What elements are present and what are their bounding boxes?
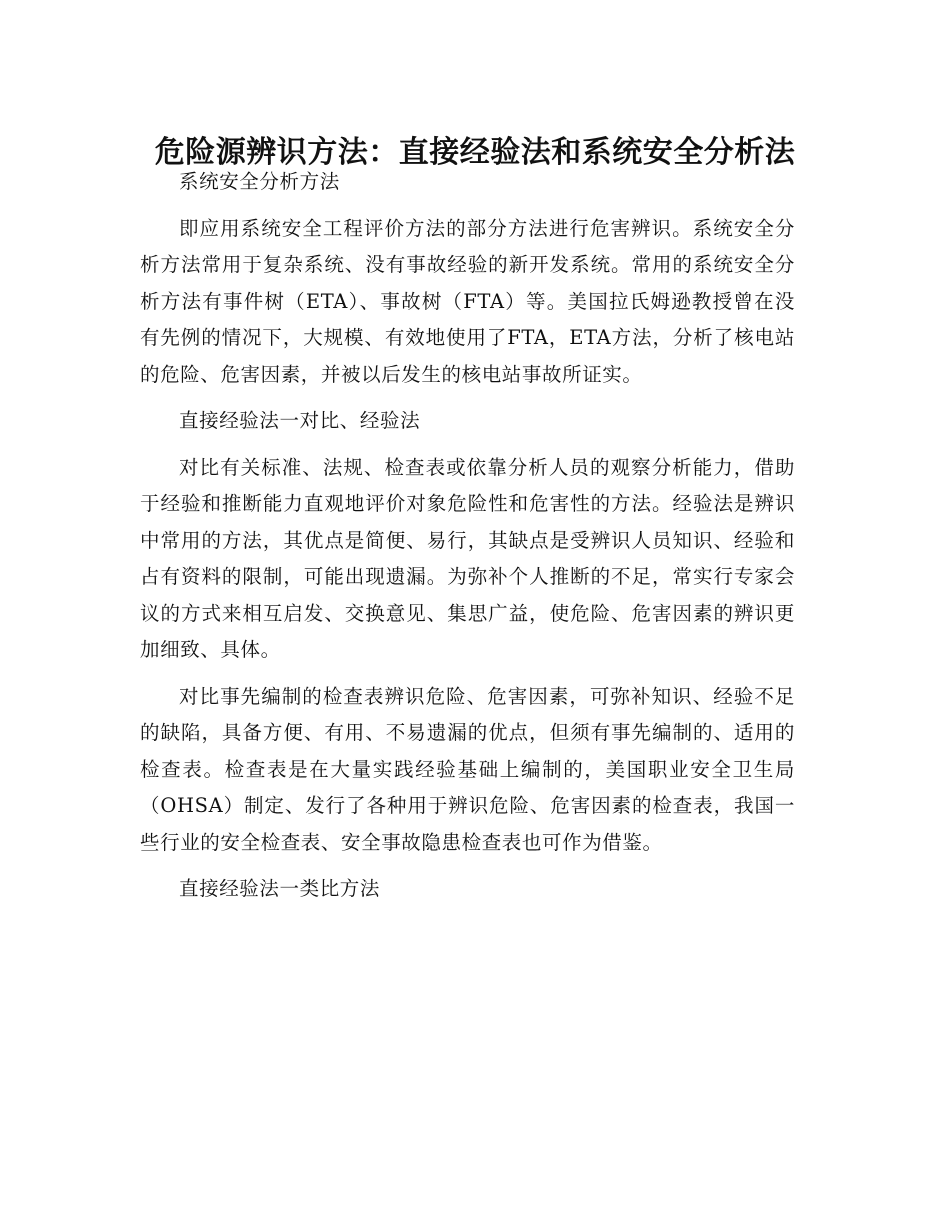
section-heading-analogy-method: 直接经验法一类比方法 — [179, 877, 381, 900]
document-body — [140, 164, 795, 918]
section-heading-system-safety-analysis: 系统安全分析方法 — [179, 170, 340, 193]
paragraph-system-safety-analysis: 即应用系统安全工程评价方法的部分方法进行危害辨识。系统安全分析方法常用于复杂系统、没有事故经验的新开发系统。常用的系统安全分析方法有事件树（ETA）、事故树（FTA）等。美国拉氏姆逊教授曾在没有先例的情况下，大规模、有效地使用了FTA，ETA方法，分析了核电站的危险、危害因素，并被以后发生的核电站事故所证实。 — [140, 216, 795, 386]
paragraph-checklist-method: 对比事先编制的检查表辨识危险、危害因素，可弥补知识、经验不足的缺陷，具备方便、有用、不易遗漏的优点，但须有事先编制的、适用的检查表。检查表是在大量实践经验基础上编制的，美国职业安全卫生局（OHSA）制定、发行了各种用于辨识危险、危害因素的检查表，我国一些行业的安全检查表、安全事故隐患检查表也可作为借鉴。 — [140, 684, 795, 854]
document-title: 危险源辨识方法：直接经验法和系统安全分析法 — [154, 135, 796, 171]
section-heading-comparison-experience: 直接经验法一对比、经验法 — [179, 409, 421, 432]
paragraph-experience-method: 对比有关标准、法规、检查表或依靠分析人员的观察分析能力，借助于经验和推断能力直观地评价对象危险性和危害性的方法。经验法是辨识中常用的方法，其优点是简便、易行，其缺点是受辨识人员知识、经验和占有资料的限制，可能出现遗漏。为弥补个人推断的不足，常实行专家会议的方式来相互启发、交换意见、集思广益，使危险、危害因素的辨识更加细致、具体。 — [140, 455, 795, 661]
